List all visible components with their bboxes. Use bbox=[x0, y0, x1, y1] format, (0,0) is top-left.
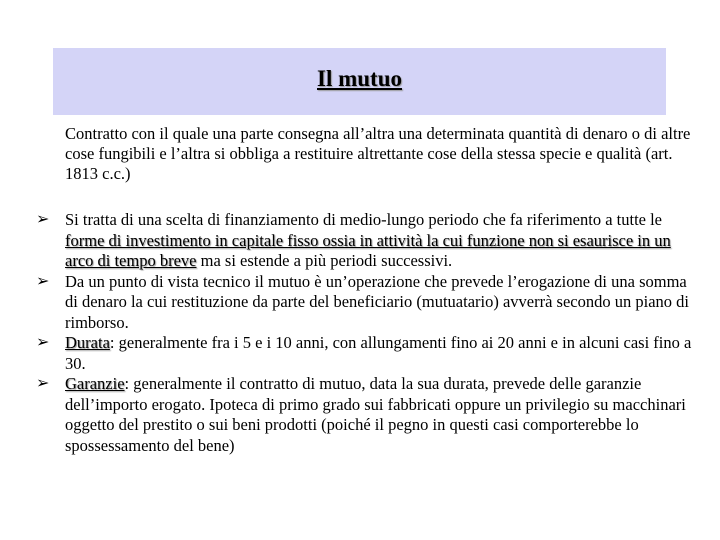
arrowhead-right-icon: ➢ bbox=[36, 211, 50, 228]
bullet-term-durata: Durata bbox=[65, 333, 110, 352]
bullet-text: : generalmente fra i 5 e i 10 anni, con allungamenti fino ai 20 anni e in alcuni casi fino a 30. bbox=[65, 333, 692, 373]
bullet-text: : generalmente il contratto di mutuo, data la sua durata, prevede delle garanzie dell’importo erogato. Ipoteca di primo grado sui fabbricati oppure un privilegio su macchinari oggetto del prestito o sui beni prodotti (poiché il pegno in questi casi comporterebbe lo spossessamento del bene) bbox=[65, 374, 686, 455]
arrowhead-right-icon: ➢ bbox=[36, 272, 50, 290]
bullet-list bbox=[36, 210, 702, 456]
bullet-term-garanzie: Garanzie bbox=[65, 374, 125, 393]
definition-paragraph: Contratto con il quale una parte consegna all’altra una determinata quantità di denaro o di altre cose fungibili e l’altra si obbliga a restituire altrettante cose della stessa specie e qualità (art. 1813 c.c.) bbox=[65, 124, 691, 183]
arrowhead-right-icon: ➢ bbox=[36, 375, 50, 392]
bullet-item-financing bbox=[36, 210, 702, 272]
bullet-item-garanzie bbox=[36, 374, 702, 456]
slide-title: Il mutuo bbox=[317, 66, 402, 91]
bullet-text-after: ma si estende a più periodi successivi. bbox=[196, 251, 453, 270]
title-banner bbox=[53, 48, 666, 115]
arrowhead-right-icon: ➢ bbox=[36, 334, 50, 351]
bullet-item-technical bbox=[36, 272, 702, 334]
bullet-text-before: Si tratta di una scelta di finanziamento di medio-lungo periodo che fa riferimento a tutte le bbox=[65, 210, 663, 229]
bullet-underlined-text: forme di investimento in capitale fisso ossia in attività la cui funzione non si esaurisce in un arco di tempo breve bbox=[65, 230, 671, 270]
bullet-item-durata bbox=[36, 333, 702, 374]
bullet-text: Da un punto di vista tecnico il mutuo è un’operazione che prevede l’erogazione di una somma di denaro la cui restituzione da parte del beneficiario (mutuatario) avverrà secondo un piano di rimborso. bbox=[65, 271, 689, 332]
